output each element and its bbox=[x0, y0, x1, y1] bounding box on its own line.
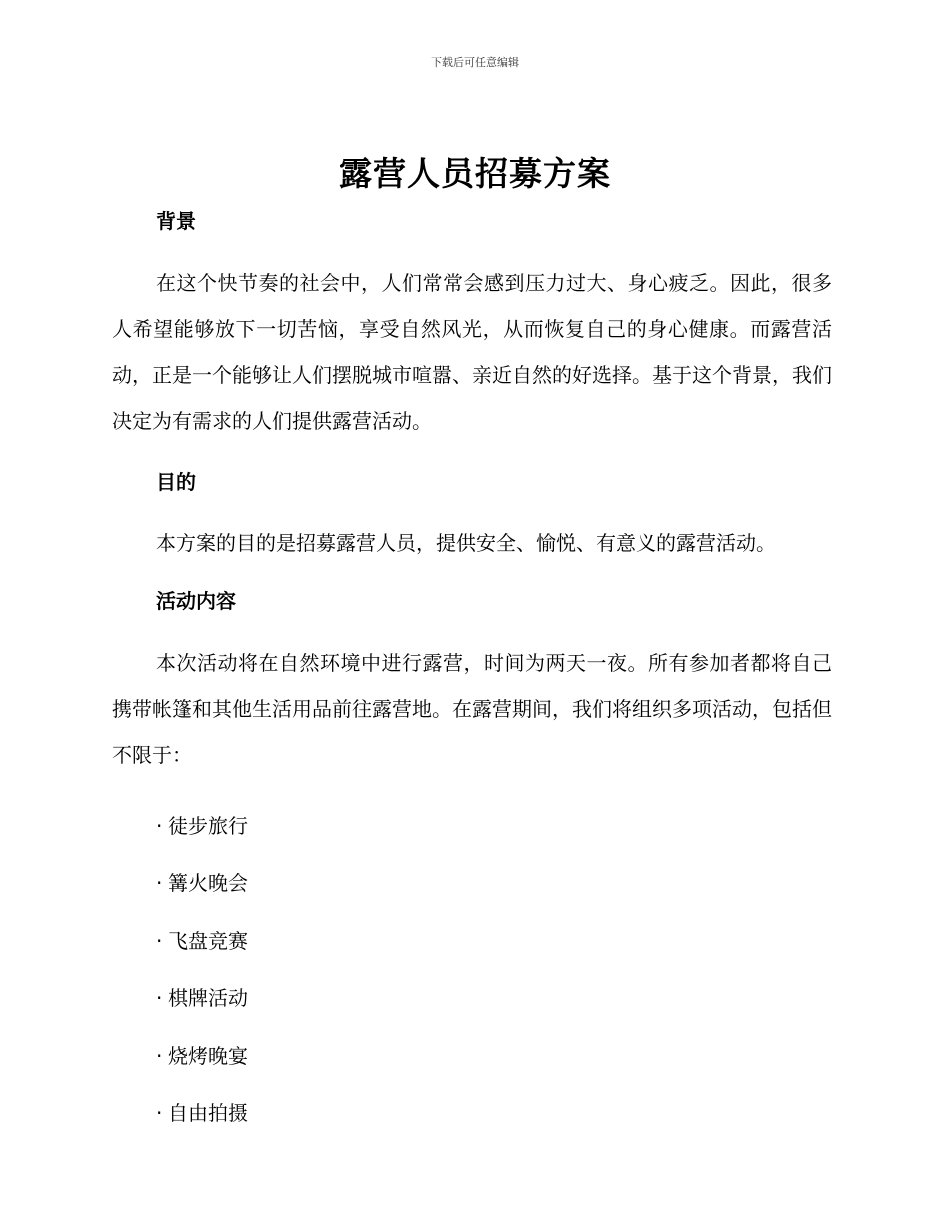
section-paragraph-background: 在这个快节奏的社会中，人们常常会感到压力过大、身心疲乏。因此，很多人希望能够放下一切苦恼，享受自然风光，从而恢复自己的身心健康。而露营活动，正是一个能够让人们摆脱城市喧嚣、亲近自然的好选择。基于这个背景，我们决定为有需求的人们提供露营活动。 bbox=[112, 271, 832, 433]
document-title: 露营人员招募方案 bbox=[339, 154, 611, 193]
document-body bbox=[112, 203, 832, 1142]
section-paragraph-activities: 本次活动将在自然环境中进行露营，时间为两天一夜。所有参加者都将自己携带帐篷和其他生活用品前往露营地。在露营期间，我们将组织多项活动，包括但不限于： bbox=[112, 651, 832, 767]
bullet-icon: · bbox=[156, 1100, 163, 1125]
list-item bbox=[112, 855, 832, 912]
section-heading-activities: 活动内容 bbox=[156, 589, 236, 613]
activity-label: 篝火晚会 bbox=[168, 871, 248, 896]
list-item bbox=[112, 798, 832, 855]
list-item bbox=[112, 1085, 832, 1142]
list-item bbox=[112, 1028, 832, 1085]
activity-label: 棋牌活动 bbox=[168, 986, 248, 1011]
bullet-icon: · bbox=[156, 814, 163, 838]
activity-label: 自由拍摄 bbox=[168, 1100, 248, 1125]
section-heading-purpose: 目的 bbox=[156, 470, 196, 494]
bullet-icon: · bbox=[156, 871, 163, 896]
activity-label: 飞盘竞赛 bbox=[168, 928, 248, 953]
activity-list bbox=[112, 798, 832, 1142]
section-heading-background: 背景 bbox=[156, 209, 196, 233]
list-item bbox=[112, 913, 832, 970]
page-header: 下载后可任意编辑 bbox=[431, 56, 519, 69]
activity-label: 烧烤晚宴 bbox=[168, 1043, 248, 1068]
activity-label: 徒步旅行 bbox=[168, 814, 248, 838]
bullet-icon: · bbox=[156, 986, 163, 1011]
list-item bbox=[112, 970, 832, 1027]
section-paragraph-purpose: 本方案的目的是招募露营人员，提供安全、愉悦、有意义的露营活动。 bbox=[156, 531, 776, 555]
bullet-icon: · bbox=[156, 928, 163, 953]
bullet-icon: · bbox=[156, 1043, 163, 1068]
